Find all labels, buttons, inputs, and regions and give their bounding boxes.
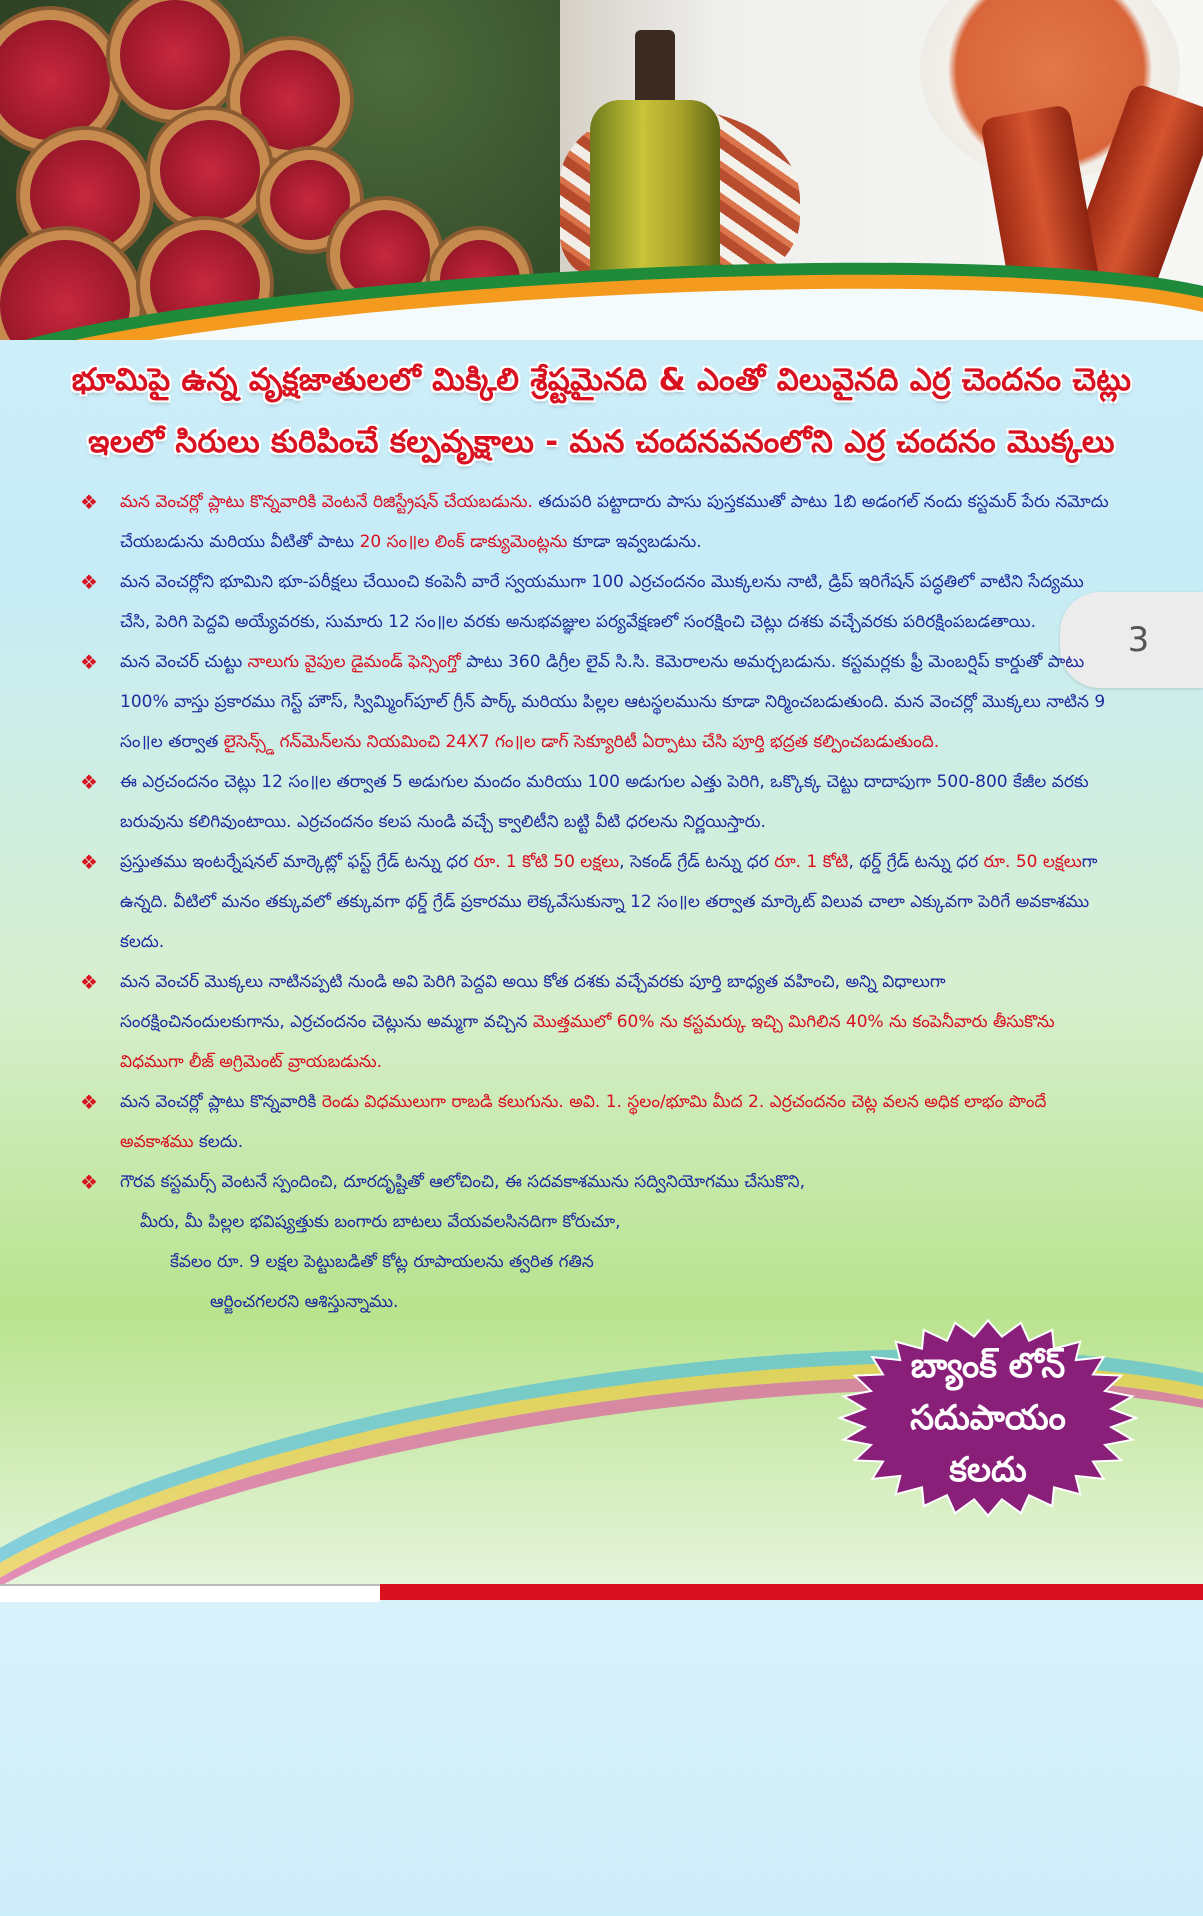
- badge-line-1: బ్యాంక్ లోన్: [910, 1346, 1066, 1386]
- body-text: మన వెంచర్ చుట్టు: [120, 652, 248, 672]
- body-text: తదుపరి పట్టాదారు పాసు పుస్తకముతో పాటు 1బి అడంగల్ నందు కస్టమర్ పేరు నమోదు చేయబడును మరియు వీటితో పాటు: [120, 492, 1109, 552]
- highlight-text: రూ. 1 కోటి 50 లక్షలు: [473, 852, 620, 872]
- body-text: కూడా ఇవ్వబడును.: [567, 532, 702, 552]
- oil-bottle-image: [590, 30, 720, 290]
- bank-loan-badge: [838, 1318, 1138, 1518]
- diamond-bullet-icon: ❖: [80, 490, 98, 514]
- body-text: ఈ ఎర్రచందనం చెట్లు 12 సం॥ల తర్వాత 5 అడుగుల మందం మరియు 100 అడుగుల ఎత్తు పెరిగి, ఒక్కొక్క చెట్టు దాదాపుగా 500-800 కేజీల వరకు బరువును కలిగివుంటాయి. ఎర్రచందనం కలప నుండి వచ్చే క్వాలిటీని బట్టి వీటి ధరలను నిర్ణయిస్తారు.: [120, 772, 1089, 832]
- highlight-text: రెండు విధములుగా రాబడి కలుగును. అవి. 1. స్థలం/భూమి మీద 2. ఎర్రచందనం చెట్ల వలన అధిక లాభం పొందే అవకాశము: [120, 1092, 1047, 1152]
- diamond-bullet-icon: ❖: [80, 970, 98, 994]
- highlight-text: మొత్తములో 60% ను కస్టమర్కు ఇచ్చి మిగిలిన 40% ను కంపెనీవారు తీసుకొను విధముగా లీజ్ అగ్రిమెంట్ వ్రాయబడును.: [120, 1012, 1055, 1072]
- closing-line-1: మీరు, మీ పిల్లల భవిష్యత్తుకు బంగారు బాటలు వేయవలసినదిగా కోరుచూ,: [140, 1212, 621, 1232]
- highlight-text: రూ. 1 కోటి: [774, 852, 849, 872]
- diamond-bullet-icon: ❖: [80, 850, 98, 874]
- highlight-text: రూ. 50 లక్షలు: [983, 852, 1082, 872]
- body-text: గా ఉన్నది. వీటిలో మనం తక్కువలో తక్కువగా థర్డ్ గ్రేడ్ ప్రకారము లెక్కవేసుకున్నా 12 సం॥ల తర్వాత మార్కెట్ విలువ చాలా ఎక్కువగా పెరిగే అవకాశము కలదు.: [120, 852, 1098, 952]
- diamond-bullet-icon: ❖: [80, 1090, 98, 1114]
- body-text: ప్రస్తుతము ఇంటర్నేషనల్ మార్కెట్లో ఫస్ట్ గ్రేడ్ టన్ను ధర: [120, 852, 474, 872]
- body-text: మన వెంచర్లో ప్లాటు కొన్నవారికి: [120, 1092, 322, 1112]
- highlight-text: 20 సం॥ల లింక్ డాక్యుమెంట్లను: [359, 532, 568, 552]
- list-item: [80, 762, 1110, 842]
- list-item: [80, 1082, 1110, 1162]
- closing-line-3: ఆర్జించగలరని ఆశిస్తున్నాము.: [210, 1292, 399, 1312]
- page-number: 3: [1127, 620, 1150, 660]
- bottom-tab: [0, 1584, 380, 1602]
- list-item: [80, 842, 1110, 962]
- hero-banner-image: [0, 0, 1203, 340]
- body-text: తో పాటు 360 డిగ్రీల లైవ్ సి.సి. కెమెరాలను అమర్చబడును. కస్టమర్లకు ఫ్రీ మెంబర్షిప్ కార్డుతో పాటు 100% వాస్తు ప్రకారము గెస్ట్ హౌస్, స్విమ్మింగ్‌పూల్ గ్రీన్ పార్క్ మరియు పిల్లల ఆటస్థలమును కూడా నిర్మించబడుతుంది. మన వెంచర్లో మొక్కలు నాటిన 9 సం॥ల తర్వాత: [120, 652, 1106, 752]
- highlight-text: లైసెన్స్డ్ గన్‌మెన్‌లను నియమించి 24X7 గం॥ల డాగ్ సెక్యూరిటీ ఏర్పాటు చేసి పూర్తి భద్రత కల్పించబడుతుంది.: [223, 732, 940, 752]
- list-item: [80, 562, 1110, 642]
- diamond-bullet-icon: ❖: [80, 1170, 98, 1194]
- body-text: కలదు.: [193, 1132, 244, 1152]
- list-item: [80, 482, 1110, 562]
- highlight-text: మన వెంచర్లో ప్లాటు కొన్నవారికి వెంటనే రిజిస్ట్రేషన్ చేయబడును.: [120, 492, 533, 512]
- diamond-bullet-icon: ❖: [80, 570, 98, 594]
- body-text: , థర్డ్ గ్రేడ్ టన్ను ధర: [848, 852, 984, 872]
- headline-line-2: ఇలలో సిరులు కురిపించే కల్పవృక్షాలు - మన చందనవనంలోని ఎర్ర చందనం మొక్కలు: [88, 424, 1115, 460]
- body-text: మన వెంచర్ మొక్కలు నాటినప్పటి నుండి అవి పెరిగి పెద్దవి అయి కోత దశకు వచ్చేవరకు పూర్తి బాధ్యత వహించి, అన్ని విధాలుగా సంరక్షించినందులకుగాను, ఎర్రచందనం చెట్లును అమ్మగా వచ్చిన: [120, 972, 946, 1032]
- list-item: [80, 1162, 1110, 1202]
- list-item: [80, 962, 1110, 1082]
- body-text: , సెకండ్ గ్రేడ్ టన్ను ధర: [619, 852, 775, 872]
- diamond-bullet-icon: ❖: [80, 650, 98, 674]
- bottom-bar: [0, 1584, 1203, 1600]
- headline-line-1: భూమిపై ఉన్న వృక్షజాతులలో మిక్కిలి శ్రేష్టమైనది & ఎంతో విలువైనది ఎర్ర చెందనం చెట్లు: [71, 362, 1132, 398]
- diamond-bullet-icon: ❖: [80, 770, 98, 794]
- bullet-list: [80, 482, 1110, 1322]
- body-text: మన వెంచర్లోని భూమిని భూ-పరీక్షలు చేయించి కంపెనీ వారే స్వయముగా 100 ఎర్రచందనం మొక్కలను నాటి, డ్రిప్ ఇరిగేషన్ పద్ధతిలో వాటిని సేద్యము చేసి, పెరిగి పెద్దవి అయ్యేవరకు, సుమారు 12 సం॥ల వరకు అనుభవజ్ఞుల పర్యవేక్షణలో సంరక్షించి చెట్లు దశకు వచ్చేవరకు పరిరక్షింపబడతాయి.: [120, 572, 1084, 632]
- badge-line-3: కలదు: [949, 1450, 1027, 1490]
- list-item: [80, 642, 1110, 762]
- body-text: గౌరవ కస్టమర్స్ వెంటనే స్పందించి, దూరదృష్టితో ఆలోచించి, ఈ సదవకాశమును సద్వినియోగము చేసుకొని,: [120, 1172, 806, 1192]
- closing-line-2: కేవలం రూ. 9 లక్షల పెట్టుబడితో కోట్ల రూపాయలను త్వరిత గతిన: [170, 1252, 594, 1272]
- badge-line-2: సదుపాయం: [910, 1398, 1066, 1438]
- highlight-text: నాలుగు వైపుల డైమండ్ ఫెన్సింగ్: [247, 652, 461, 672]
